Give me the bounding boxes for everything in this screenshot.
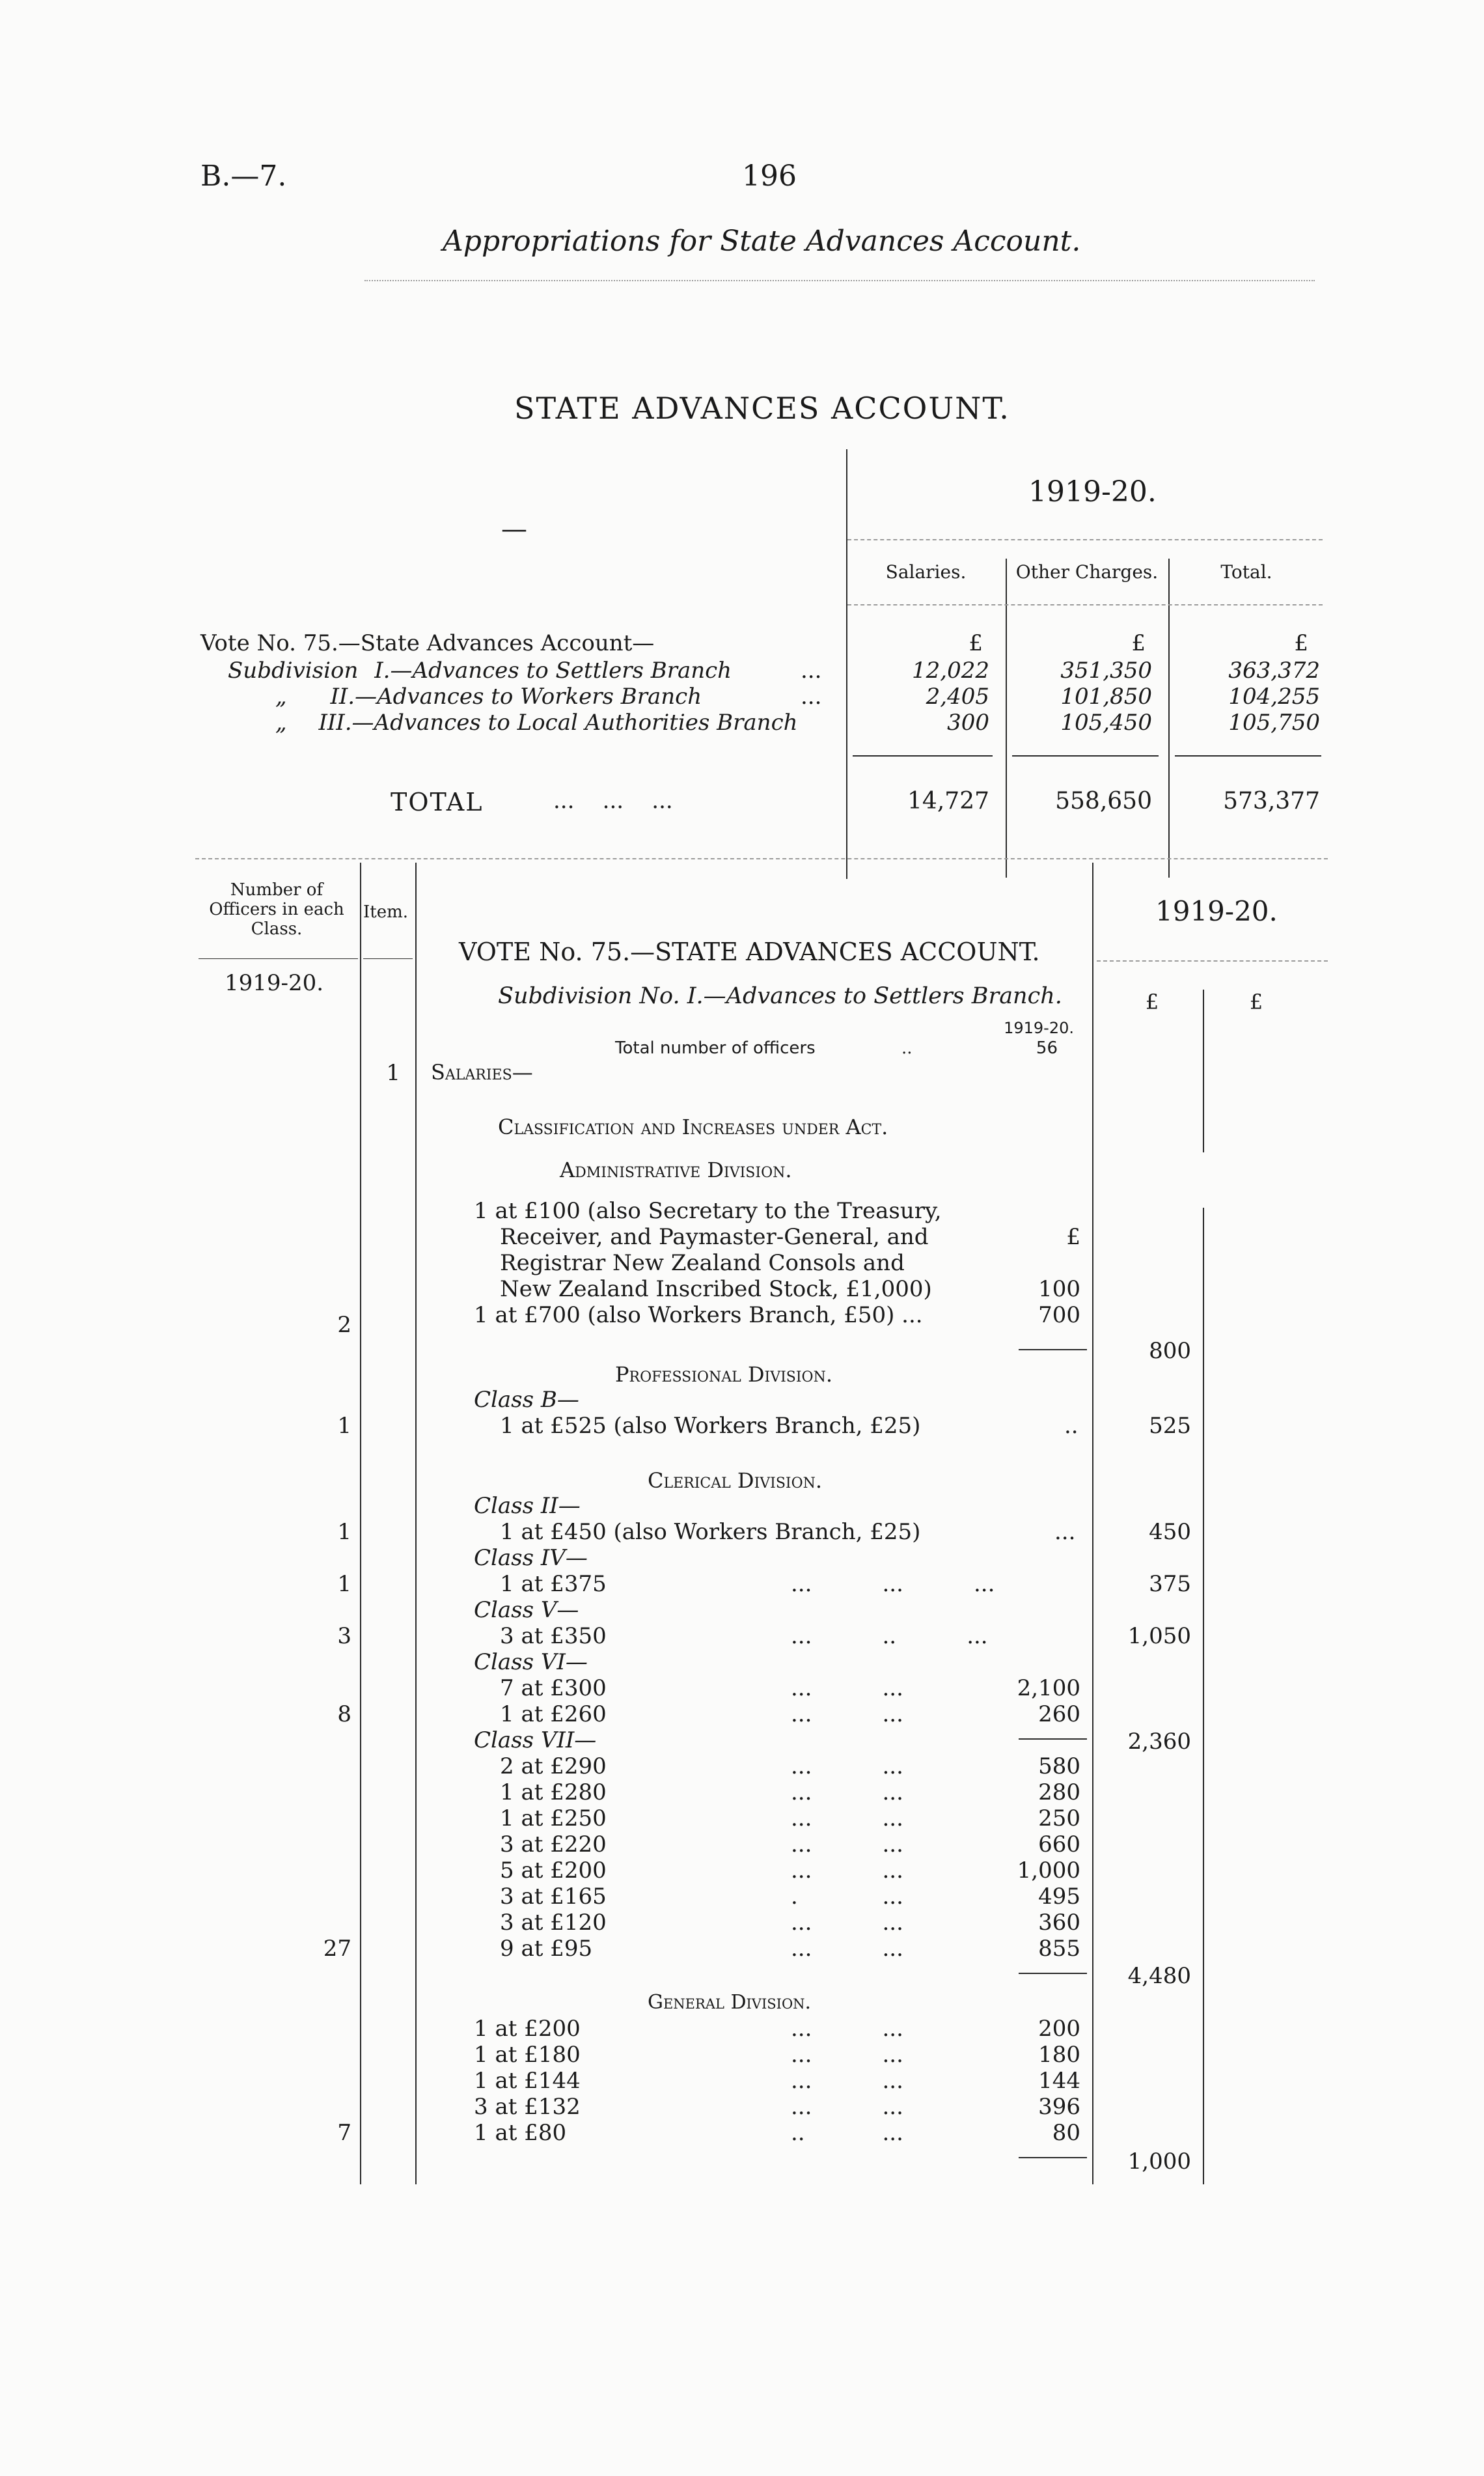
clerical-amount: 260	[1038, 1701, 1080, 1727]
clerical-class-label: Class IV—	[474, 1545, 588, 1571]
summary-row-subdivision	[228, 658, 732, 684]
summary-row-prefix: Subdivision	[228, 658, 359, 684]
professional-officers: 1	[337, 1413, 351, 1439]
professional-dots: ..	[1064, 1413, 1079, 1439]
general-dots: ... ...	[791, 2016, 903, 2042]
clerical-line: 1 at £260	[500, 1701, 607, 1727]
clerical-amount: 495	[1038, 1884, 1080, 1910]
clerical-amount: 250	[1038, 1805, 1080, 1831]
clerical-dots: ... .. ...	[791, 1623, 988, 1649]
detail-officers-year: 1919-20.	[225, 970, 324, 996]
clerical-line: 1 at £280	[500, 1779, 607, 1805]
summary-row-num: III.	[318, 710, 352, 736]
summary-total-total: 573,377	[1223, 788, 1320, 814]
detail-right-year: 1919-20.	[1155, 895, 1278, 927]
administrative-currency: £	[1066, 1224, 1080, 1250]
professional-heading: Professional Division.	[615, 1362, 833, 1387]
detail-item-divider	[415, 863, 417, 2184]
administrative-line: 1 at £100 (also Secretary to the Treasury,	[474, 1198, 942, 1224]
total-officers-label: Total number of officers	[615, 1038, 816, 1058]
clerical-line: 3 at £165	[500, 1884, 607, 1910]
total-officers-dots: ..	[901, 1038, 913, 1058]
summary-header-rule	[847, 604, 1323, 605]
clerical-dots: ... ...	[791, 1936, 903, 1962]
administrative-heading: Administrative Division.	[560, 1158, 792, 1182]
general-amount: 200	[1038, 2016, 1080, 2042]
summary-total-label: TOTAL	[391, 788, 484, 816]
general-line: 1 at £80	[474, 2120, 567, 2146]
col-header-total: Total.	[1220, 561, 1272, 583]
clerical-dots: ... ...	[791, 1910, 903, 1936]
clerical-class-label: Class V—	[474, 1597, 579, 1623]
clerical-dots: ... ...	[791, 1753, 903, 1779]
currency-total: £	[1294, 630, 1308, 656]
detail-amount-divider	[1092, 863, 1093, 2184]
summary-sum-rule	[1012, 755, 1159, 757]
general-officers: 7	[337, 2120, 351, 2146]
general-subtotal: 1,000	[1127, 2149, 1191, 2175]
clerical-amount: 360	[1038, 1910, 1080, 1936]
item-number: 1	[386, 1060, 400, 1086]
clerical-line: 9 at £95	[500, 1936, 593, 1962]
summary-row-salaries: 12,022	[912, 658, 989, 684]
clerical-line: 2 at £290	[500, 1753, 607, 1779]
summary-total-dots: ... ... ...	[553, 788, 673, 814]
general-line: 1 at £200	[474, 2016, 581, 2042]
general-heading: General Division.	[648, 1991, 812, 2014]
clerical-class-label: Class VII—	[474, 1727, 597, 1753]
clerical-dots: ... ...	[791, 1857, 903, 1884]
clerical-dots: ... ... ...	[791, 1571, 995, 1597]
clerical-line: 1 at £250	[500, 1805, 607, 1831]
administrative-subtotal: 800	[1149, 1338, 1191, 1364]
summary-bottom-rule	[195, 858, 1328, 859]
summary-row-total: 104,255	[1228, 684, 1320, 710]
clerical-amount: 280	[1038, 1779, 1080, 1805]
detail-officers-divider	[360, 863, 361, 2184]
clerical-amount: 660	[1038, 1831, 1080, 1857]
summary-divider-left	[846, 449, 847, 879]
summary-row-num: I.	[374, 658, 391, 684]
col-header-salaries: Salaries.	[885, 561, 967, 583]
detail-right-year-rule	[1097, 960, 1328, 962]
summary-title: STATE ADVANCES ACCOUNT.	[514, 391, 1010, 426]
clerical-subtotal: 2,360	[1127, 1729, 1191, 1755]
subdivision-title: Subdivision No. I.—Advances to Settlers Branch.	[498, 983, 1062, 1009]
summary-row-other: 105,450	[1060, 710, 1152, 736]
clerical-amount: 580	[1038, 1753, 1080, 1779]
summary-row-subdivision	[275, 710, 798, 736]
col-header-other-charges: Other Charges.	[1015, 561, 1159, 583]
detail-currency-col2: £	[1249, 990, 1263, 1014]
summary-row-dots: ...	[801, 684, 822, 710]
clerical-heading: Clerical Division.	[648, 1468, 823, 1493]
header-rule	[364, 280, 1315, 281]
summary-row-other: 101,850	[1060, 684, 1152, 710]
summary-total-other: 558,650	[1055, 788, 1152, 814]
detail-col-officers: Number of Officers in each Class.	[209, 880, 344, 939]
administrative-amount: 100	[1038, 1276, 1080, 1302]
currency-other: £	[1131, 630, 1146, 656]
detail-header-rule	[363, 958, 413, 959]
clerical-officers: 1	[337, 1571, 351, 1597]
summary-row-num: II.	[330, 684, 355, 710]
administrative-line: 1 at £700 (also Workers Branch, £50) ...	[474, 1302, 923, 1328]
summary-row-prefix: „	[275, 684, 287, 710]
total-officers-year: 1919-20.	[1004, 1019, 1074, 1037]
clerical-sum-rule	[1019, 1973, 1087, 1974]
summary-row-total: 105,750	[1228, 710, 1320, 736]
summary-row-dots: ...	[801, 658, 822, 684]
clerical-dots: ...	[1054, 1519, 1076, 1545]
administrative-line: New Zealand Inscribed Stock, £1,000)	[500, 1276, 932, 1302]
administrative-sum-rule	[1019, 1349, 1087, 1350]
page-subtitle: Appropriations for State Advances Account.	[443, 225, 1081, 258]
general-sum-rule	[1019, 2157, 1087, 2158]
administrative-line: Registrar New Zealand Consols and	[500, 1250, 905, 1276]
clerical-dots: ... ...	[791, 1831, 903, 1857]
summary-sum-rule	[1175, 755, 1321, 757]
general-amount: 396	[1038, 2094, 1080, 2120]
page-number: 196	[742, 160, 797, 193]
clerical-sum-rule	[1019, 1738, 1087, 1740]
administrative-amount: 700	[1038, 1302, 1080, 1328]
detail-header-rule	[199, 958, 358, 959]
detail-total-divider	[1203, 990, 1204, 1152]
clerical-line: 3 at £120	[500, 1910, 607, 1936]
summary-year: 1919-20.	[1028, 475, 1157, 508]
detail-total-divider	[1203, 1208, 1204, 2184]
summary-sum-rule	[853, 755, 993, 757]
summary-row-desc: —Advances to Settlers Branch	[390, 658, 732, 684]
summary-row-total: 363,372	[1228, 658, 1320, 684]
summary-row-prefix: „	[275, 710, 287, 736]
page-ref: B.—7.	[200, 160, 287, 193]
clerical-dots: ... ...	[791, 1779, 903, 1805]
general-amount: 144	[1038, 2068, 1080, 2094]
clerical-class-label: Class VI—	[474, 1649, 588, 1675]
summary-divider-right	[1168, 559, 1170, 878]
summary-row-desc: —Advances to Local Authorities Branch	[351, 710, 798, 736]
clerical-amount: 855	[1038, 1936, 1080, 1962]
general-line: 1 at £180	[474, 2042, 581, 2068]
clerical-line: 1 at £450 (also Workers Branch, £25)	[500, 1519, 921, 1545]
summary-row-salaries: 300	[947, 710, 989, 736]
general-dots: ... ...	[791, 2042, 903, 2068]
detail-col-item: Item.	[363, 902, 409, 922]
clerical-amount: 450	[1149, 1519, 1191, 1545]
clerical-line: 3 at £350	[500, 1623, 607, 1649]
summary-total-salaries: 14,727	[907, 788, 989, 814]
clerical-amount: 1,050	[1127, 1623, 1191, 1649]
summary-row-other: 351,350	[1060, 658, 1152, 684]
clerical-dots: ... ...	[791, 1701, 903, 1727]
summary-row-desc: —Advances to Workers Branch	[355, 684, 702, 710]
summary-row-salaries: 2,405	[926, 684, 989, 710]
professional-class-label: Class B—	[474, 1387, 579, 1413]
summary-stub-dash: —	[501, 514, 527, 544]
summary-year-rule	[847, 539, 1323, 540]
administrative-officers: 2	[337, 1312, 351, 1338]
general-dots: ... ...	[791, 2068, 903, 2094]
total-officers-value: 56	[1036, 1038, 1058, 1058]
vote-label: Vote No. 75.—State Advances Account—	[200, 630, 655, 656]
vote-title: VOTE No. 75.—STATE ADVANCES ACCOUNT.	[459, 938, 1040, 966]
clerical-line: 1 at £375	[500, 1571, 607, 1597]
detail-currency-col1: £	[1145, 990, 1159, 1014]
clerical-line: 5 at £200	[500, 1857, 607, 1884]
clerical-dots: ... ...	[791, 1675, 903, 1701]
summary-row-subdivision	[275, 684, 702, 710]
general-amount: 180	[1038, 2042, 1080, 2068]
clerical-amount: 375	[1149, 1571, 1191, 1597]
general-amount: 80	[1052, 2120, 1080, 2146]
clerical-amount: 1,000	[1017, 1857, 1080, 1884]
classification-heading: Classification and Increases under Act.	[498, 1115, 888, 1139]
professional-line: 1 at £525 (also Workers Branch, £25)	[500, 1413, 921, 1439]
currency-salaries: £	[969, 630, 983, 656]
general-dots: ... ...	[791, 2094, 903, 2120]
clerical-dots: ... ...	[791, 1805, 903, 1831]
clerical-officers: 3	[337, 1623, 351, 1649]
clerical-line: 3 at £220	[500, 1831, 607, 1857]
general-line: 1 at £144	[474, 2068, 581, 2094]
clerical-amount: 2,100	[1017, 1675, 1080, 1701]
general-line: 3 at £132	[474, 2094, 581, 2120]
administrative-line: Receiver, and Paymaster-General, and	[500, 1224, 929, 1250]
clerical-officers: 8	[337, 1701, 351, 1727]
clerical-subtotal: 4,480	[1127, 1963, 1191, 1989]
clerical-officers: 27	[323, 1936, 351, 1962]
summary-divider-mid	[1006, 559, 1007, 878]
general-dots: .. ...	[791, 2120, 903, 2146]
clerical-class-label: Class II—	[474, 1493, 581, 1519]
clerical-officers: 1	[337, 1519, 351, 1545]
salaries-label: Salaries—	[431, 1060, 533, 1085]
clerical-dots: . ...	[791, 1884, 903, 1910]
clerical-line: 7 at £300	[500, 1675, 607, 1701]
professional-amount: 525	[1149, 1413, 1191, 1439]
